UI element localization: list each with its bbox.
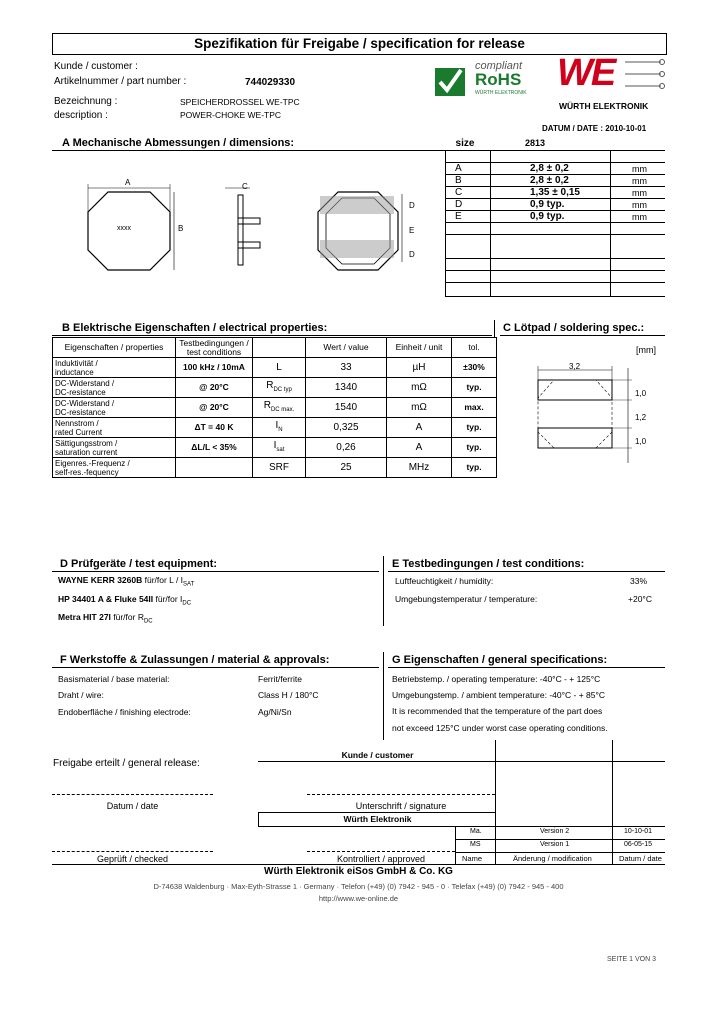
rohs-logo: [435, 60, 553, 98]
base-material-value: Ferrit/ferrite: [258, 674, 302, 684]
spec-date: DATUM / DATE : 2010-10-01: [542, 124, 647, 133]
drawing-label-d: D: [409, 201, 415, 210]
ep-row-saturation: Sättigungsstrom / saturation current ΔL/L < 35% $I_{sat}$ 0,26 A typ.: [53, 438, 497, 458]
finishing-label: Endoberfläche / finishing electrode:: [58, 707, 191, 717]
dimension-drawing: [80, 170, 440, 280]
section-e-title: E Testbedingungen / test conditions:: [392, 558, 585, 570]
drawing-label-xxxx: xxxx: [117, 225, 131, 232]
soldering-unit: [mm]: [636, 345, 656, 355]
general-spec-line-2: Umgebungstemp. / ambient temperature: -40°C - + 85°C: [392, 690, 606, 700]
equipment-line-1: WAYNE KERR 3260B für/for L / $I_{SAT}$: [58, 575, 195, 588]
general-spec-line-3: It is recommended that the temperature of the part does: [392, 706, 603, 716]
ep-header-row: Eigenschaften / properties Testbedingungen / test conditions Wert / value Einheit / unit tol.: [53, 338, 497, 358]
rohs-sub-text: WÜRTH ELEKTRONIK: [475, 90, 527, 96]
release-date-label: Datum / date: [106, 801, 159, 811]
general-spec-line-4: not exceed 125°C under worst case operating conditions.: [392, 723, 608, 733]
section-a-title: A Mechanische Abmessungen / dimensions:: [62, 137, 295, 149]
ep-row-inductance: Induktivität / inductance 100 kHz / 10mA L 33 µH ±30%: [53, 358, 497, 378]
ep-row-rdc-typ: DC-Widerstand / DC-resistance @ 20°C $R_{DC typ}$ 1340 mΩ typ.: [53, 378, 497, 398]
wire-label: Draht / wire:: [58, 690, 104, 700]
humidity-label: Luftfeuchtigkeit / humidity:: [395, 576, 494, 586]
general-release-label: Freigabe erteilt / general release:: [53, 758, 200, 769]
section-f-title: F Werkstoffe & Zulassungen / material & approvals:: [60, 654, 330, 666]
we-brand-text: WÜRTH ELEKTRONIK: [559, 101, 649, 111]
footer-company: Würth Elektronik eiSos GmbH & Co. KG: [264, 866, 453, 877]
equipment-line-3: Metra HIT 27I für/for $R_{DC}$: [58, 612, 153, 625]
rohs-text: RoHS: [475, 70, 522, 89]
section-d-title: D Prüfgeräte / test equipment:: [60, 558, 218, 570]
customer-label: Kunde / customer :: [54, 61, 138, 72]
description-value: POWER-CHOKE WE-TPC: [180, 110, 282, 120]
temperature-value: +20°C: [628, 594, 652, 604]
release-customer-label: Kunde / customer: [341, 750, 414, 760]
drawing-label-a: A: [125, 178, 131, 187]
checked-label: Geprüft / checked: [96, 854, 169, 864]
spec-title: Spezifikation für Freigabe / specification for release: [194, 36, 525, 51]
we-logo-text: WE: [557, 52, 615, 94]
size-label: size: [455, 138, 475, 149]
size-value: 2813: [525, 138, 546, 148]
footer-url[interactable]: http://www.we-online.de: [318, 894, 399, 903]
soldering-dim-2: 1,2: [635, 413, 647, 422]
partnumber-value: 744029330: [245, 77, 296, 88]
partnumber-label: Artikelnummer / part number :: [54, 76, 187, 87]
finishing-value: Ag/Ni/Sn: [258, 707, 292, 717]
description-label: description :: [54, 110, 108, 121]
rohs-compliant-text: compliant: [475, 60, 523, 72]
section-g-title: G Eigenschaften / general specifications:: [392, 654, 608, 666]
release-signature-label: Unterschrift / signature: [355, 801, 447, 811]
we-logo: [555, 52, 667, 112]
release-wurth-label: Würth Elektronik: [343, 814, 412, 824]
page-number: SEITE 1 VON 3: [607, 956, 657, 963]
humidity-value: 33%: [630, 576, 648, 586]
ep-row-srf: Eigenres.-Frequenz / self-res.-fequency SRF 25 MHz typ.: [53, 458, 497, 478]
section-c-title: C Lötpad / soldering spec.:: [503, 322, 645, 334]
soldering-dim-width: 3,2: [569, 362, 581, 371]
wire-value: Class H / 180°C: [258, 690, 319, 700]
ep-row-rated-current: Nennstrom / rated Current ΔT = 40 K $I_N$ 0,325 A typ.: [53, 418, 497, 438]
ep-row-rdc-max: DC-Widerstand / DC-resistance @ 20°C $R_{DC max.}$ 1540 mΩ max.: [53, 398, 497, 418]
bezeichnung-label: Bezeichnung :: [54, 96, 118, 107]
soldering-dim-1: 1,0: [635, 389, 647, 398]
section-b-title: B Elektrische Eigenschaften / electrical properties:: [62, 322, 328, 334]
electrical-properties-table: [52, 337, 497, 478]
temperature-label: Umgebungstemperatur / temperature:: [395, 594, 538, 604]
we-circuit-icon: [625, 56, 667, 94]
approved-label: Kontrolliert / approved: [336, 854, 426, 864]
base-material-label: Basismaterial / base material:: [58, 674, 170, 684]
bezeichnung-value: SPEICHERDROSSEL WE-TPC: [180, 97, 300, 107]
equipment-line-2: HP 34401 A & Fluke 54II für/for $I_{DC}$: [58, 594, 192, 607]
drawing-label-c: C: [242, 182, 248, 191]
drawing-label-e: E: [409, 226, 415, 235]
footer-address: D-74638 Waldenburg · Max-Eyth-Strasse 1 · Germany · Telefon (+49) (0) 7942 - 945 - 0 · Telefax (+49) (0) 7942 - 945 - 400: [153, 882, 564, 891]
soldering-dim-3: 1,0: [635, 437, 647, 446]
drawing-label-b: B: [178, 224, 184, 233]
drawing-label-d2: D: [409, 250, 415, 259]
general-spec-line-1: Betriebstemp. / operating temperature: -40°C - + 125°C: [392, 674, 601, 684]
